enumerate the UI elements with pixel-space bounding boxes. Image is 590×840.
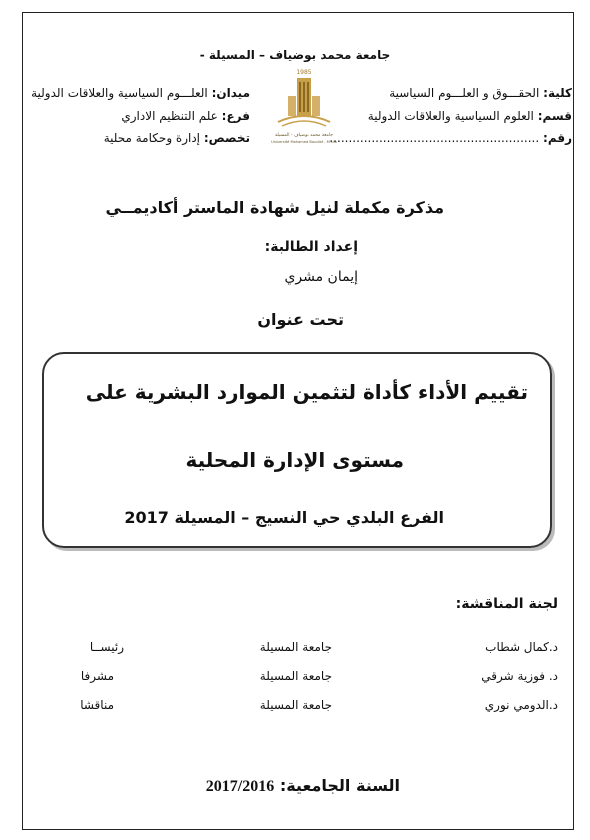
thesis-line-2: مستوى الإدارة المحلية <box>185 448 404 472</box>
department-label: قسم: <box>537 109 572 123</box>
member-university: جامعة المسيلة <box>259 698 332 712</box>
university-name: جامعة محمد بوضياف – المسيلة - <box>199 48 391 62</box>
specialty-value: إدارة وحكامة محلية <box>103 131 201 145</box>
logo-text-fr: Université Mohamed Boudiaf - M'sila <box>271 140 337 144</box>
committee-label: لجنة المناقشة: <box>455 596 558 612</box>
department-row <box>368 109 572 123</box>
memo-title: مذكرة مكملة لنيل شهادة الماستر أكاديمــي <box>105 198 444 217</box>
student-name: إيمان مشري <box>284 269 358 285</box>
thesis-line-3: الفرع البلدي حي النسيج – المسيلة 2017 <box>124 508 444 527</box>
logo-text-ar: جامعة محمد بوضياف - المسيلة <box>274 133 334 138</box>
department-value: العلوم السياسية والعلاقات الدولية <box>367 109 534 123</box>
field-value: العلـــوم السياسية والعلاقات الدولية <box>31 86 208 100</box>
member-name: د.كمال شطاب <box>485 640 558 654</box>
number-label: رقم: <box>543 131 572 145</box>
member-name: د. فوزية شرقي <box>481 669 558 683</box>
member-role: رئيســا <box>89 640 124 654</box>
faculty-row <box>389 86 572 100</box>
member-university: جامعة المسيلة <box>259 669 332 683</box>
faculty-label: كلية: <box>543 86 572 100</box>
member-university: جامعة المسيلة <box>259 640 332 654</box>
member-role: مناقشا <box>80 698 114 712</box>
academic-year-value: 2017/2016 <box>205 778 275 795</box>
branch-label: فرع: <box>221 109 250 123</box>
logo-year: 1985 <box>296 69 312 76</box>
number-value: ....................................................... <box>329 131 540 145</box>
branch-row <box>121 109 250 123</box>
specialty-row <box>104 131 250 145</box>
university-logo <box>270 66 338 148</box>
specialty-label: تخصص: <box>203 131 250 145</box>
field-row <box>31 86 250 100</box>
thesis-line-1: تقييم الأداء كأداة لتثمين الموارد البشرية على <box>85 380 528 404</box>
number-row <box>329 131 572 145</box>
faculty-value: الحقـــوق و العلـــوم السياسية <box>389 86 540 100</box>
academic-year-row <box>206 776 400 796</box>
under-title: تحت عنوان <box>257 310 344 329</box>
prepared-label: إعداد الطالبة: <box>264 239 358 255</box>
member-role: مشرفا <box>80 669 114 683</box>
academic-year-label: السنة الجامعية: <box>279 776 400 795</box>
member-name: د.الدومي نوري <box>484 698 558 712</box>
branch-value: علم التنظيم الاداري <box>121 109 218 123</box>
field-label: ميدان: <box>211 86 250 100</box>
